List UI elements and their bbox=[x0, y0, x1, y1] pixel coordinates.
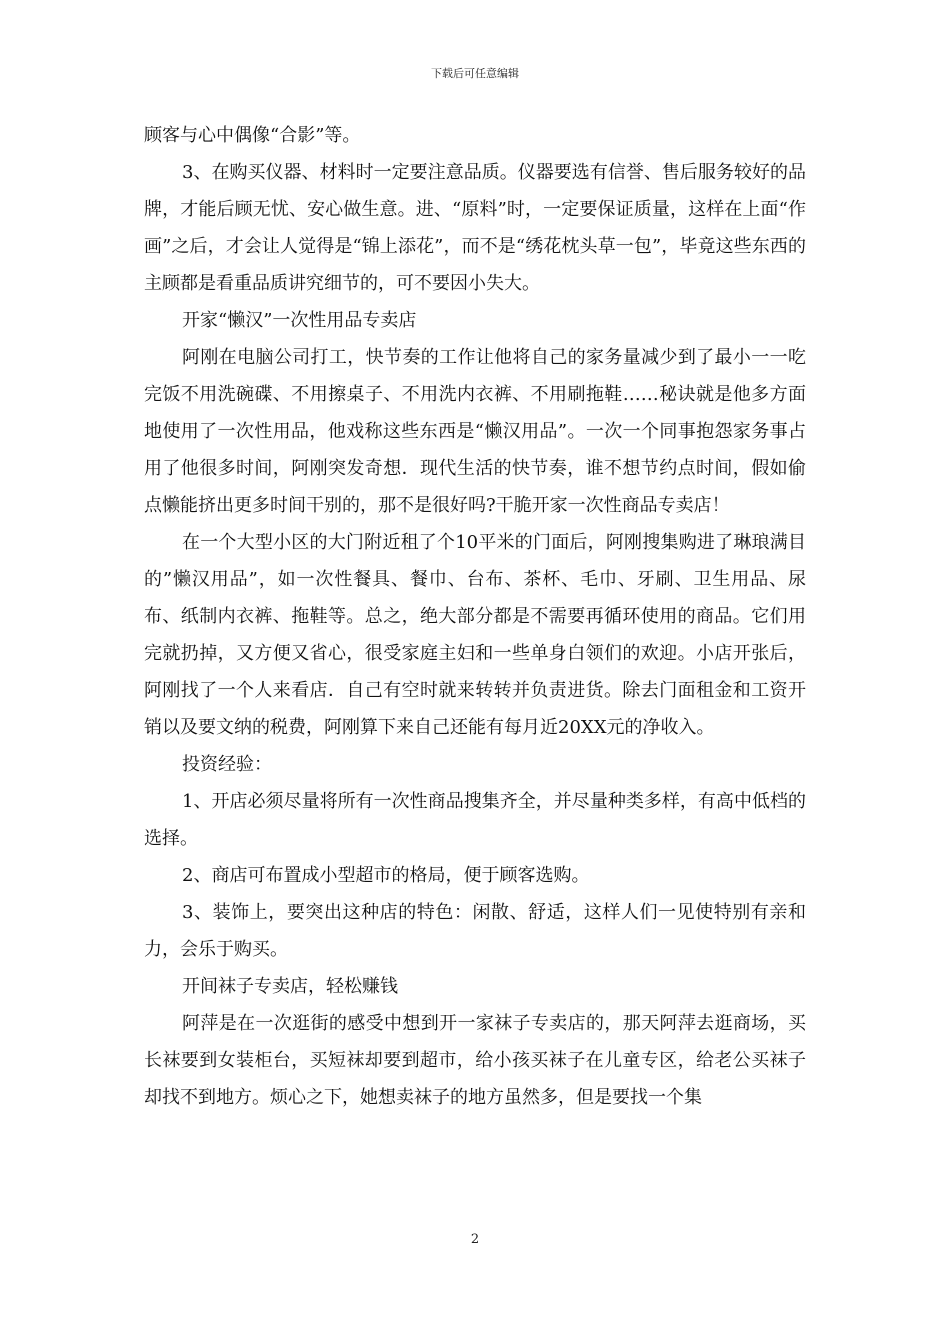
paragraph: 3、在购买仪器、材料时一定要注意品质。仪器要选有信誉、售后服务较好的品牌，才能后顾无忧、安心做生意。进、“原料”时，一定要保证质量，这样在上面“作画”之后，才会让人觉得是“锦上添花”，而不是“绣花枕头草一包”，毕竟这些东西的主顾都是看重品质讲究细节的，可不要因小失大。 bbox=[144, 162, 806, 294]
section-heading: 投资经验： bbox=[182, 754, 272, 775]
document-body bbox=[144, 117, 806, 1116]
page-number: 2 bbox=[470, 1232, 480, 1247]
paragraph: 阿萍是在一次逛街的感受中想到开一家袜子专卖店的，那天阿萍去逛商场，买长袜要到女装柜台，买短袜却要到超市，给小孩买袜子在儿童专区，给老公买袜子却找不到地方。烦心之下，她想卖袜子的地方虽然多，但是要找一个集 bbox=[144, 1013, 806, 1108]
list-item: 3、装饰上，要突出这种店的特色：闲散、舒适，这样人们一见使特别有亲和力，会乐于购买。 bbox=[144, 902, 806, 960]
page-header: 下载后可任意编辑 bbox=[431, 67, 519, 80]
section-heading: 开家“懒汉”一次性用品专卖店 bbox=[182, 310, 417, 331]
paragraph: 在一个大型小区的大门附近租了个10平米的门面后，阿刚搜集购进了琳琅满目的”懒汉用品”，如一次性餐具、餐巾、台布、茶杯、毛巾、牙刷、卫生用品、尿布、纸制内衣裤、拖鞋等。总之，绝大部分都是不需要再循环使用的商品。它们用完就扔掉，又方便又省心，很受家庭主妇和一些单身白领们的欢迎。小店开张后，阿刚找了一个人来看店．自己有空时就来转转并负责进货。除去门面租金和工资开销以及要文纳的税费，阿刚算下来自己还能有每月近20XX元的净收入。 bbox=[144, 532, 806, 738]
paragraph: 顾客与心中偶像“合影”等。 bbox=[144, 125, 361, 146]
paragraph: 阿刚在电脑公司打工，快节奏的工作让他将自己的家务量减少到了最小一一吃完饭不用洗碗碟、不用擦桌子、不用洗内衣裤、不用刷拖鞋……秘诀就是他多方面地使用了一次性用品，他戏称这些东西是“懒汉用品”。一次一个同事抱怨家务事占用了他很多时间，阿刚突发奇想．现代生活的快节奏，谁不想节约点时间，假如偷点懒能挤出更多时间干别的，那不是很好吗?干脆开家一次性商品专卖店！ bbox=[144, 347, 806, 516]
list-item: 1、开店必须尽量将所有一次性商品搜集齐全，并尽量种类多样，有高中低档的选择。 bbox=[144, 791, 806, 849]
section-heading: 开间袜子专卖店，轻松赚钱 bbox=[182, 976, 398, 997]
list-item: 2、商店可布置成小型超市的格局，便于顾客选购。 bbox=[182, 865, 590, 886]
